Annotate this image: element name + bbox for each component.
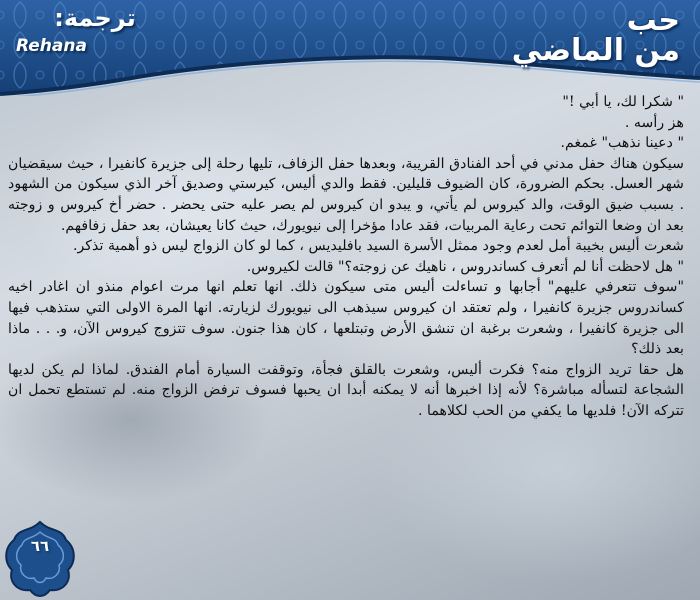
paragraph: هز رأسه .	[624, 114, 684, 131]
page-number: ٦٦	[30, 537, 50, 555]
story-text	[8, 92, 684, 580]
paragraph: شعرت أليس بخيبة أمل لعدم وجود ممثل الأسرة السيد بافليديس ، كما لو كان الزواج ليس ذو أهمية تذكر.	[72, 238, 684, 255]
paragraph: "سوف تتعرفي عليهم" أجابها و تساءلت أليس متى سيكون ذلك. انها تعلم انها مرت اعوام منذو ان اغادر اخيه كساندروس جزيرة كانفيرا ، ولم تعتقد ان كيروس سيذهب الى نيويورك لزيارته. انها المرة الاولى التي ستذهب فيها الى جزيرة كانفيرا ، وشعرت برغبة ان تنشق الأرض وتبتلعها ، كان هذا جنون. سوف تتزوج كيروس الآن، و. . . ماذا بعد ذلك؟	[8, 279, 684, 358]
paragraph: سيكون هناك حفل مدني في أحد الفنادق القريبة، وبعدها حفل الزفاف، تليها رحلة إلى جزيرة كانفيرا ، حيث سيقضيان شهر العسل. بحكم الضرورة، كان الضيوف قليلين. فقط والدي أليس، كيرستي وصديق آخر الذي سيكون من الشهود . بسبب ضيق الوقت، والد كيروس لم يأتي، و يبدو ان كيروس لم يصر عليه حتى يحضر . حضر أخ كيروس و زوجته بعد ان وضعا التوائم تحت رعاية المربيات، فقد عادا مؤخرا إلى نيويورك، حيث كانا يعيشان، بعد حفل زفافهم.	[8, 155, 684, 234]
paragraph: " هل لاحظت أنا لم أتعرف كساندروس ، ناهيك عن زوجته؟" قالت لكيروس.	[246, 258, 684, 275]
paragraph: " شكرا لك، يا أبي !"	[562, 94, 684, 110]
page-header-banner	[0, 0, 700, 96]
page-number-badge-icon	[0, 518, 80, 600]
paragraph: " دعينا نذهب" غمغم.	[560, 135, 684, 152]
chapter-title-line-2: من الماضي	[511, 33, 680, 68]
translator-label: ترجمة:	[54, 4, 136, 32]
chapter-title	[450, 3, 680, 68]
translator-name: Rehana	[16, 36, 87, 56]
chapter-title-line-1: حب	[626, 3, 680, 38]
paragraph: هل حقا تريد الزواج منه؟ فكرت أليس، وشعرت بالقلق فجأة، وتوقفت السيارة أمام الفندق. لماذا لم يكن لديها الشجاعة لتسأله مباشرة؟ لأنه إذا اخبرها أنه لا يمكنه أبدا ان يحبها فسوف ترفض الزواج منه. لم تستطع تحمل ان تتركه الآن! فلديها ما يكفي من الحب لكلاهما .	[8, 361, 684, 419]
